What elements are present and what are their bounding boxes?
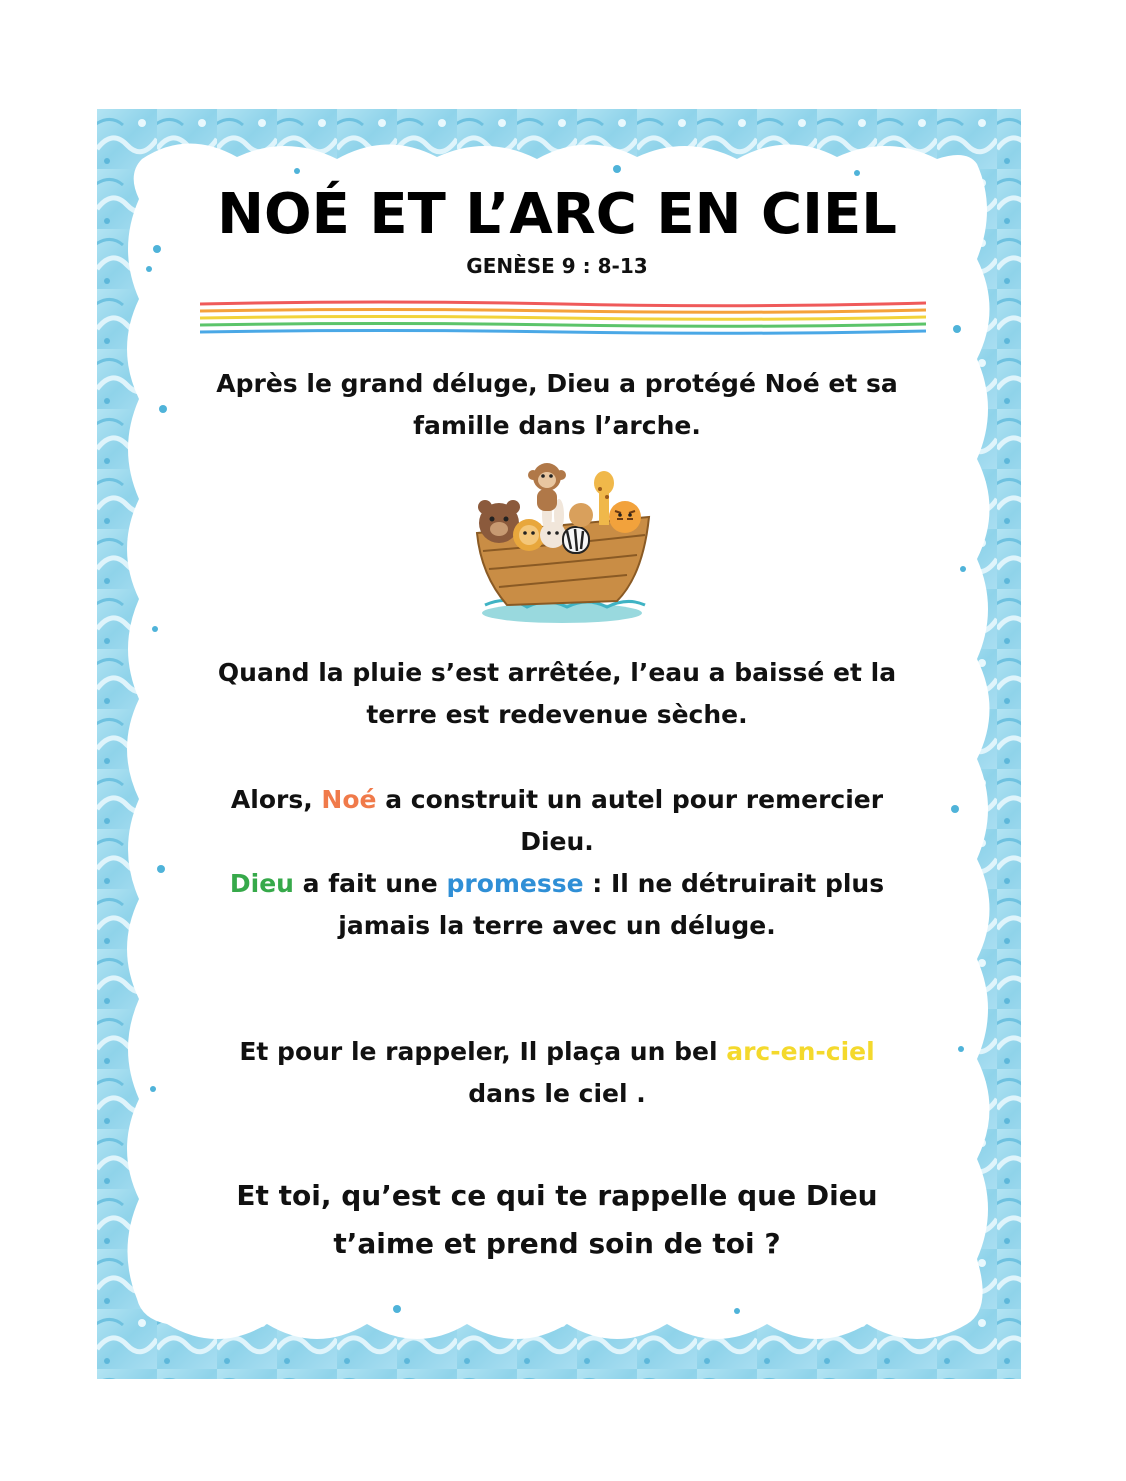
paragraph-line: terre est redevenue sèche. bbox=[366, 700, 748, 729]
page-title: NOÉ ET L’ARC EN CIEL bbox=[217, 182, 897, 247]
paragraph-line: Dieu. bbox=[520, 827, 594, 856]
highlight-dieu: Dieu bbox=[229, 869, 294, 898]
text-fragment: Alors, bbox=[230, 785, 322, 814]
paragraph-line: jamais la terre avec un déluge. bbox=[338, 911, 776, 940]
paragraph-line: Et toi, qu’est ce qui te rappelle que Dieu bbox=[236, 1179, 878, 1212]
story-card bbox=[152, 175, 962, 1305]
noah-ark-with-animals-icon bbox=[467, 455, 657, 630]
rainbow-stripes bbox=[200, 300, 926, 340]
paragraph-line: famille dans l’arche. bbox=[413, 411, 701, 440]
paragraph-line bbox=[152, 863, 962, 905]
paragraph-line: dans le ciel . bbox=[468, 1079, 646, 1108]
text-fragment: a construit un autel pour remercier bbox=[376, 785, 884, 814]
paragraph-line: Après le grand déluge, Dieu a protégé Noé et sa bbox=[216, 369, 898, 398]
paragraph-line bbox=[152, 779, 962, 821]
paragraph-line: t’aime et prend soin de toi ? bbox=[333, 1227, 781, 1260]
paragraph-deluge bbox=[152, 363, 962, 447]
paragraph-rain-stopped bbox=[152, 652, 962, 736]
reflection-question bbox=[152, 1172, 962, 1268]
text-fragment: a fait une bbox=[293, 869, 447, 898]
bible-reference: GENÈSE 9 : 8-13 bbox=[466, 254, 648, 278]
highlight-promesse: promesse bbox=[446, 869, 584, 898]
paragraph-promise bbox=[152, 779, 962, 947]
paragraph-line bbox=[152, 1031, 962, 1073]
paragraph-line: Quand la pluie s’est arrêtée, l’eau a baissé et la bbox=[217, 658, 897, 687]
text-fragment: : Il ne détruirait plus bbox=[583, 869, 885, 898]
text-fragment: Et pour le rappeler, Il plaça un bel bbox=[239, 1037, 727, 1066]
paragraph-rainbow bbox=[152, 1031, 962, 1115]
highlight-arc-en-ciel: arc-en-ciel bbox=[726, 1037, 875, 1066]
highlight-noe: Noé bbox=[321, 785, 377, 814]
